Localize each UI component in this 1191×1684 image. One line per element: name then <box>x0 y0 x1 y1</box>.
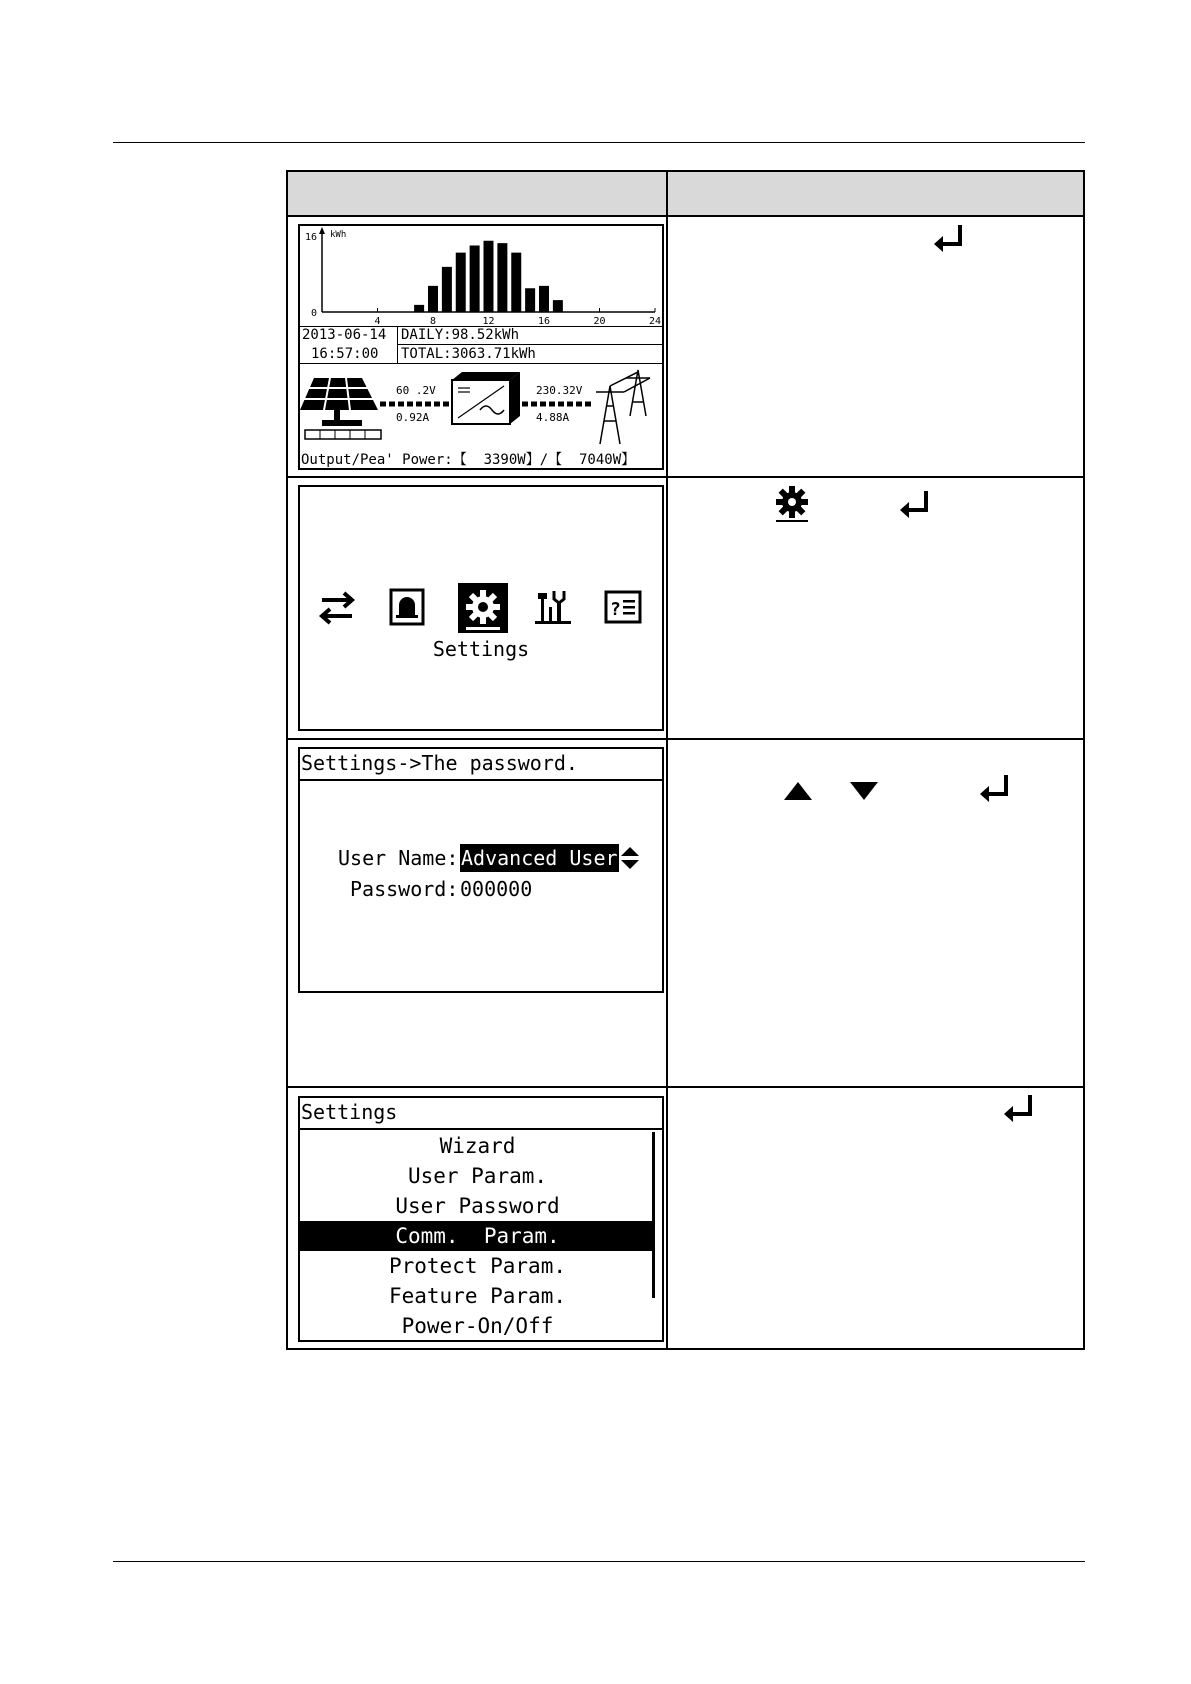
menu-settings-icon[interactable] <box>458 583 508 633</box>
total-energy: TOTAL:3063.71kWh <box>401 346 536 362</box>
table-header <box>288 172 1083 215</box>
enter-key-icon <box>978 772 1012 806</box>
solar-panel-icon <box>300 378 381 439</box>
settings-menu-item[interactable]: Power-On/Off <box>401 1314 554 1338</box>
password-screen-title: Settings->The password. <box>301 751 578 775</box>
chart-bar <box>484 241 494 312</box>
settings-menu-list <box>300 1130 662 1340</box>
row-divider-1 <box>288 476 1083 478</box>
x-tick-label: 4 <box>374 316 381 326</box>
menu-about-icon[interactable] <box>602 587 644 629</box>
power-readout: Output/Pea' Power:【 3390W】/【 7040W】 <box>301 452 636 468</box>
energy-chart <box>300 226 662 326</box>
selected-menu-label: Settings <box>432 637 530 661</box>
menu-maintenance-icon[interactable] <box>532 587 574 629</box>
user-name-select[interactable] <box>460 844 641 872</box>
settings-list-screen <box>298 1096 664 1342</box>
pv-current: 0.92A <box>396 411 430 424</box>
home-screen <box>298 224 664 470</box>
settings-menu-item[interactable]: Wizard <box>439 1134 516 1158</box>
about-icon <box>602 587 644 629</box>
top-rule <box>113 142 1085 143</box>
chart-bar <box>442 267 452 312</box>
row-divider-3 <box>288 1086 1083 1088</box>
maintenance-icon <box>532 587 574 629</box>
user-name-value: Advanced User <box>461 846 618 870</box>
x-tick-label: 20 <box>593 316 606 326</box>
chart-bar <box>414 305 424 312</box>
chart-bar <box>497 243 507 312</box>
chart-bar <box>456 253 466 312</box>
settings-menu-item[interactable]: Feature Param. <box>388 1284 566 1308</box>
x-tick-label: 24 <box>648 316 662 326</box>
settings-gear-icon <box>772 484 812 524</box>
grid-tower-icon <box>596 370 650 444</box>
enter-key-icon <box>1002 1092 1036 1126</box>
settings-menu-item[interactable]: Protect Param. <box>388 1254 566 1278</box>
transfer-icon <box>316 587 358 629</box>
up-arrow-icon <box>782 780 814 802</box>
x-tick-label: 16 <box>537 316 551 326</box>
settings-list-title: Settings <box>301 1100 398 1124</box>
chart-bar <box>553 300 563 312</box>
x-tick-label: 12 <box>482 316 495 326</box>
settings-menu-item[interactable]: User Param. <box>407 1164 548 1188</box>
settings-gear-icon <box>458 583 508 633</box>
password-screen <box>298 747 664 993</box>
password-label: Password: <box>350 877 459 901</box>
up-down-arrow-icon <box>619 844 641 872</box>
info-bottom-divider <box>300 363 662 364</box>
user-name-label: User Name: <box>338 846 459 870</box>
procedure-table <box>286 170 1085 1350</box>
grid-current: 4.88A <box>536 411 570 424</box>
y-axis-arrow <box>319 227 325 234</box>
down-arrow-icon <box>848 780 880 802</box>
password-value[interactable]: 000000 <box>460 877 533 901</box>
menu-transfer-icon[interactable] <box>316 587 358 629</box>
system-diagram <box>300 366 662 448</box>
date-text: 2013-06-14 <box>302 327 387 343</box>
info-mid-divider <box>398 344 662 345</box>
settings-menu-item[interactable]: Comm. Param. <box>300 1221 655 1251</box>
y-unit-label: kWh <box>330 230 347 240</box>
x-tick-label: 8 <box>429 316 437 326</box>
alarm-icon <box>386 587 428 629</box>
settings-menu-item[interactable]: User Password <box>395 1194 560 1218</box>
scrollbar-track[interactable] <box>652 1132 655 1298</box>
y-tick-label: 0 <box>310 308 317 319</box>
row-divider-2 <box>288 738 1083 740</box>
column-divider <box>666 172 668 1348</box>
menu-alarm-icon[interactable] <box>386 587 428 629</box>
main-menu-screen <box>298 485 664 731</box>
enter-key-icon <box>932 222 966 256</box>
chart-bar <box>525 288 535 312</box>
y-tick-label: 16 <box>304 232 317 243</box>
info-column-divider <box>397 326 398 363</box>
chart-bar <box>470 246 480 313</box>
time-text: 16:57:00 <box>311 346 379 362</box>
chart-bar <box>511 253 521 312</box>
inverter-icon <box>452 372 520 424</box>
svg-text:?: ? <box>610 599 621 620</box>
daily-energy: DAILY:98.52kWh <box>401 327 520 343</box>
grid-voltage: 230.32V <box>536 384 583 397</box>
pv-voltage: 60 .2V <box>396 384 436 397</box>
enter-key-icon <box>898 488 932 522</box>
bottom-rule <box>113 1561 1085 1562</box>
header-divider <box>288 215 1083 217</box>
title-underline <box>300 779 662 781</box>
